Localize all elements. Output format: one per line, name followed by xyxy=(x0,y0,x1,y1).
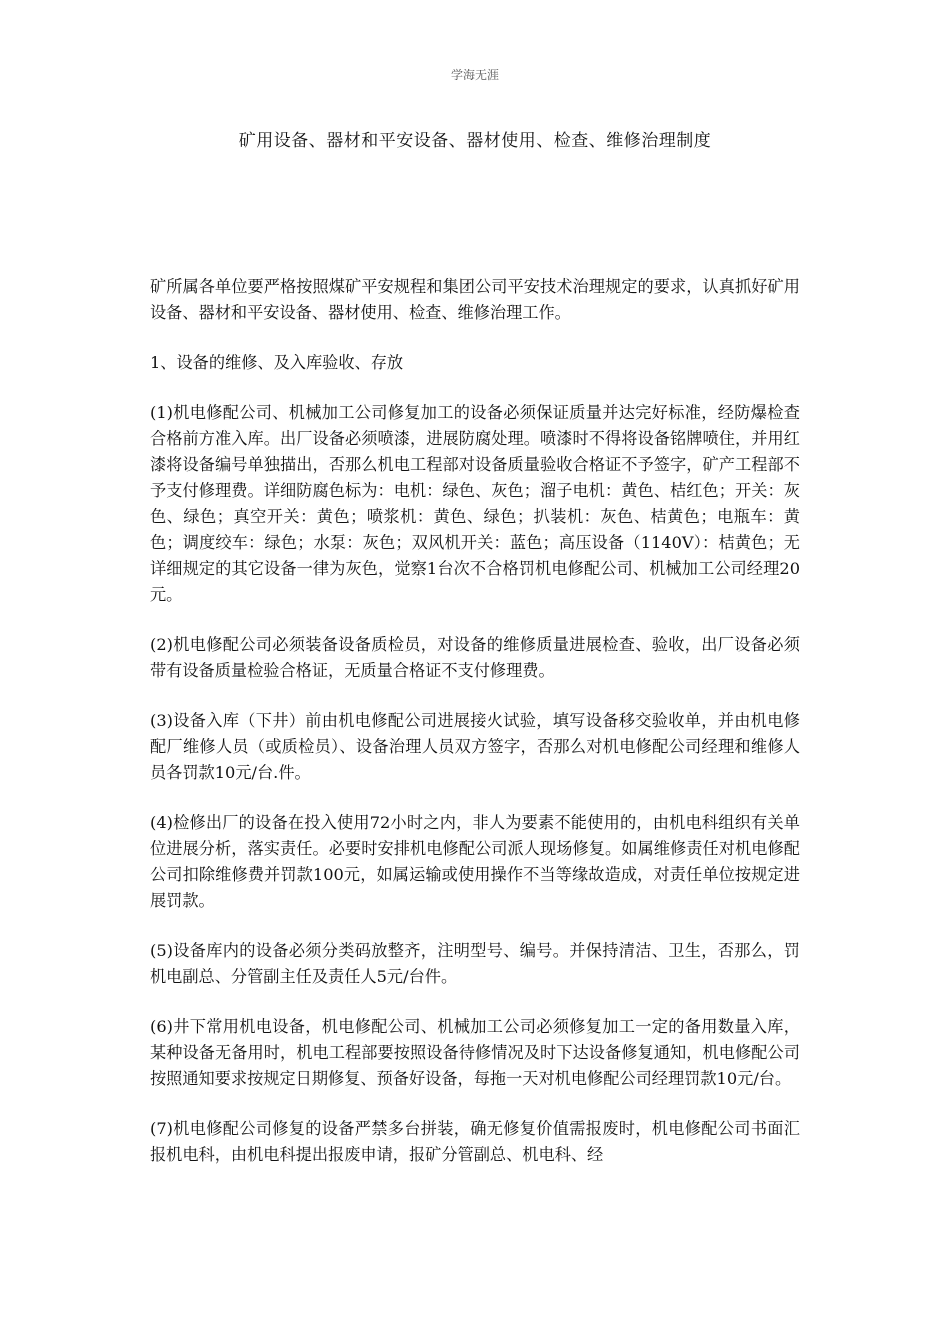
document-body xyxy=(150,274,800,1192)
intro-paragraph: 矿所属各单位要严格按照煤矿平安规程和集团公司平安技术治理规定的要求，认真抓好矿用设备、器材和平安设备、器材使用、检查、维修治理工作。 xyxy=(150,277,800,322)
header-note: 学海无涯 xyxy=(450,68,499,82)
item-paragraph-6: (6)井下常用机电设备，机电修配公司、机械加工公司必须修复加工一定的备用数量入库，某种设备无备用时，机电工程部要按照设备待修情况及时下达设备修复通知，机电修配公司按照通知要求按规定日期修复、预备好设备，每拖一天对机电修配公司经理罚款10元/台。 xyxy=(150,1017,800,1088)
item-paragraph-5: (5)设备库内的设备必须分类码放整齐，注明型号、编号。并保持清洁、卫生，否那么，罚机电副总、分管副主任及责任人5元/台件。 xyxy=(150,941,800,986)
item-paragraph-4: (4)检修出厂的设备在投入使用72小时之内，非人为要素不能使用的，由机电科组织有关单位进展分析，落实责任。必要时安排机电修配公司派人现场修复。如属维修责任对机电修配公司扣除维修费并罚款100元，如属运输或使用操作不当等缘故造成，对责任单位按规定进展罚款。 xyxy=(150,813,800,910)
item-paragraph-1: (1)机电修配公司、机械加工公司修复加工的设备必须保证质量并达完好标准，经防爆检查合格前方准入库。出厂设备必须喷漆，进展防腐处理。喷漆时不得将设备铭牌喷住，并用红漆将设备编号单独描出，否那么机电工程部对设备质量验收合格证不予签字，矿产工程部不予支付修理费。详细防腐色标为：电机：绿色、灰色；溜子电机：黄色、桔红色；开关：灰色、绿色；真空开关：黄色；喷浆机：黄色、绿色；扒装机：灰色、桔黄色；电瓶车：黄色；调度绞车：绿色；水泵：灰色；双风机开关：蓝色；高压设备（1140V）：桔黄色；无详细规定的其它设备一律为灰色，觉察1台次不合格罚机电修配公司、机械加工公司经理20元。 xyxy=(150,403,800,604)
item-paragraph-2: (2)机电修配公司必须装备设备质检员，对设备的维修质量进展检查、验收，出厂设备必须带有设备质量检验合格证，无质量合格证不支付修理费。 xyxy=(150,635,800,680)
document-title: 矿用设备、器材和平安设备、器材使用、检查、维修治理制度 xyxy=(238,131,712,151)
section-heading: 1、设备的维修、及入库验收、存放 xyxy=(150,353,404,372)
item-paragraph-7: (7)机电修配公司修复的设备严禁多台拼装，确无修复价值需报废时，机电修配公司书面汇报机电科，由机电科提出报废申请，报矿分管副总、机电科、经 xyxy=(150,1119,800,1164)
item-paragraph-3: (3)设备入库（下井）前由机电修配公司进展接火试验，填写设备移交验收单，并由机电修配厂维修人员（或质检员）、设备治理人员双方签字，否那么对机电修配公司经理和维修人员各罚款10元/台.件。 xyxy=(150,711,800,782)
